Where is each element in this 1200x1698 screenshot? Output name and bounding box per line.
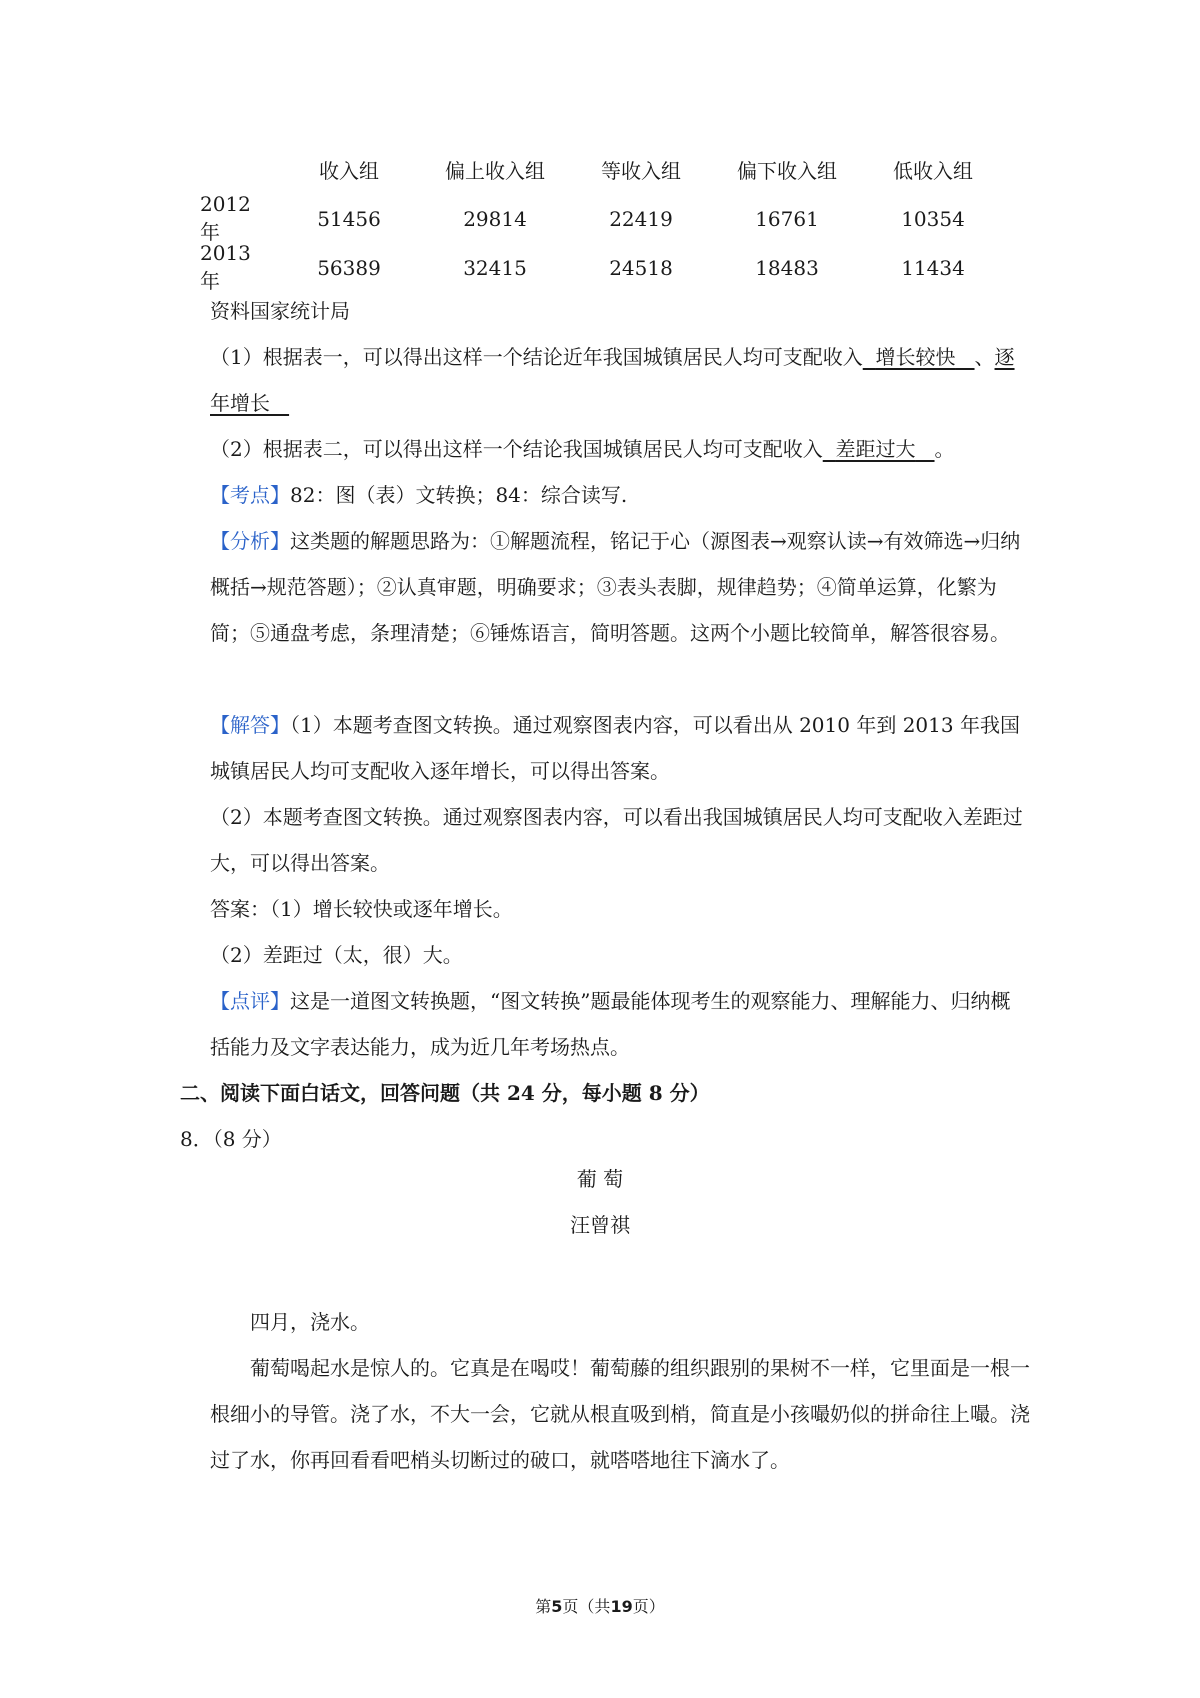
source-note: 资料国家统计局 (210, 299, 350, 323)
answer-line-2: （2）差距过（太，很）大。 (210, 943, 463, 967)
q1-answer-1: 增长较快 (875, 345, 956, 369)
q1-blank-1 (863, 345, 975, 369)
q1-separator: 、 (974, 345, 995, 369)
table-cell: 18483 (755, 255, 819, 280)
table-cell: 16761 (755, 206, 819, 231)
q2-suffix: 。 (934, 437, 955, 461)
table-header-cell: 低收入组 (893, 159, 973, 183)
table-cell: 51456 (317, 206, 381, 231)
footer-text: 页（共 (562, 1597, 611, 1616)
table-cell: 22419 (609, 206, 673, 231)
table-cell: 2012 年 (200, 192, 251, 244)
table-cell: 24518 (609, 255, 673, 280)
jieda-text-1: （1）本题考查图文转换。通过观察图表内容，可以看出从 2010 年到 2013 年我国城镇居民人均可支配收入逐年增长，可以得出答案。 (210, 713, 1020, 783)
table-row (200, 194, 1040, 243)
fenxi-paragraph (210, 518, 1030, 656)
jieda-paragraph (210, 702, 1030, 794)
table-header-cell: 偏下收入组 (737, 159, 837, 183)
table-header-cell: 收入组 (319, 159, 379, 183)
q2-blank (823, 437, 935, 461)
article-paragraph-2: 葡萄喝起水是惊人的。它真是在喝哎！葡萄藤的组织跟别的果树不一样，它里面是一根一根细小的导管。浇了水，不大一会，它就从根直吸到梢，简直是小孩嘬奶似的拼命往上嘬。浇过了水，你再回看看吧梢头切断过的破口，就嗒嗒地往下滴水了。 (210, 1356, 1030, 1472)
page-footer (0, 1594, 1200, 1617)
table-cell: 29814 (463, 206, 527, 231)
kaodian-text: 82：图（表）文转换；84：综合读写. (290, 483, 628, 507)
table-header-row (200, 145, 1040, 194)
q2-prefix: （2）根据表二，可以得出这样一个结论我国城镇居民人均可支配收入 (210, 437, 823, 461)
table-header-cell: 等收入组 (601, 159, 681, 183)
article-author: 汪曾祺 (570, 1213, 630, 1237)
question-2 (210, 426, 1030, 472)
answer-line-1: 答案：（1）增长较快或逐年增长。 (210, 897, 513, 921)
dianping-paragraph (210, 978, 1030, 1070)
jieda-tag: 【解答】 (210, 713, 290, 737)
dianping-tag: 【点评】 (210, 989, 290, 1013)
table-cell: 2013 年 (200, 241, 251, 293)
table-header-cell: 偏上收入组 (445, 159, 545, 183)
footer-text: 第 (535, 1597, 552, 1616)
question-1 (210, 334, 1030, 426)
dianping-text: 这是一道图文转换题，“图文转换”题最能体现考生的观察能力、理解能力、归纳概括能力及文字表达能力，成为近几年考场热点。 (210, 989, 1011, 1059)
fenxi-tag: 【分析】 (210, 529, 290, 553)
footer-text: 页） (632, 1597, 665, 1616)
q1-prefix: （1）根据表一，可以得出这样一个结论近年我国城镇居民人均可支配收入 (210, 345, 863, 369)
article-paragraph-1: 四月，浇水。 (250, 1310, 370, 1334)
table-cell: 11434 (901, 255, 965, 280)
table-cell: 56389 (317, 255, 381, 280)
page-number: 5 (551, 1597, 563, 1616)
question-8-label: 8．（8 分） (180, 1127, 282, 1151)
table-cell: 10354 (901, 206, 965, 231)
section-heading: 二、阅读下面白话文，回答问题（共 24 分，每小题 8 分） (180, 1081, 710, 1105)
article-title: 葡 萄 (576, 1167, 624, 1191)
page-total: 19 (610, 1597, 633, 1616)
jieda-text-2: （2）本题考查图文转换。通过观察图表内容，可以看出我国城镇居民人均可支配收入差距过大，可以得出答案。 (210, 805, 1023, 875)
fenxi-text: 这类题的解题思路为：①解题流程，铭记于心（源图表→观察认读→有效筛选→归纳概括→规范答题）；②认真审题，明确要求；③表头表脚，规律趋势；④简单运算，化繁为简；⑤通盘考虑，条理清楚；⑥锤炼语言，简明答题。这两个小题比较简单，解答很容易。 (210, 529, 1021, 645)
kaodian-paragraph (210, 472, 1030, 518)
kaodian-tag: 【考点】 (210, 483, 290, 507)
table-cell: 32415 (463, 255, 527, 280)
q2-answer: 差距过大 (835, 437, 916, 461)
q1-answer-2: 逐年增长 (210, 345, 1015, 415)
income-table (200, 145, 1040, 292)
table-row (200, 243, 1040, 292)
